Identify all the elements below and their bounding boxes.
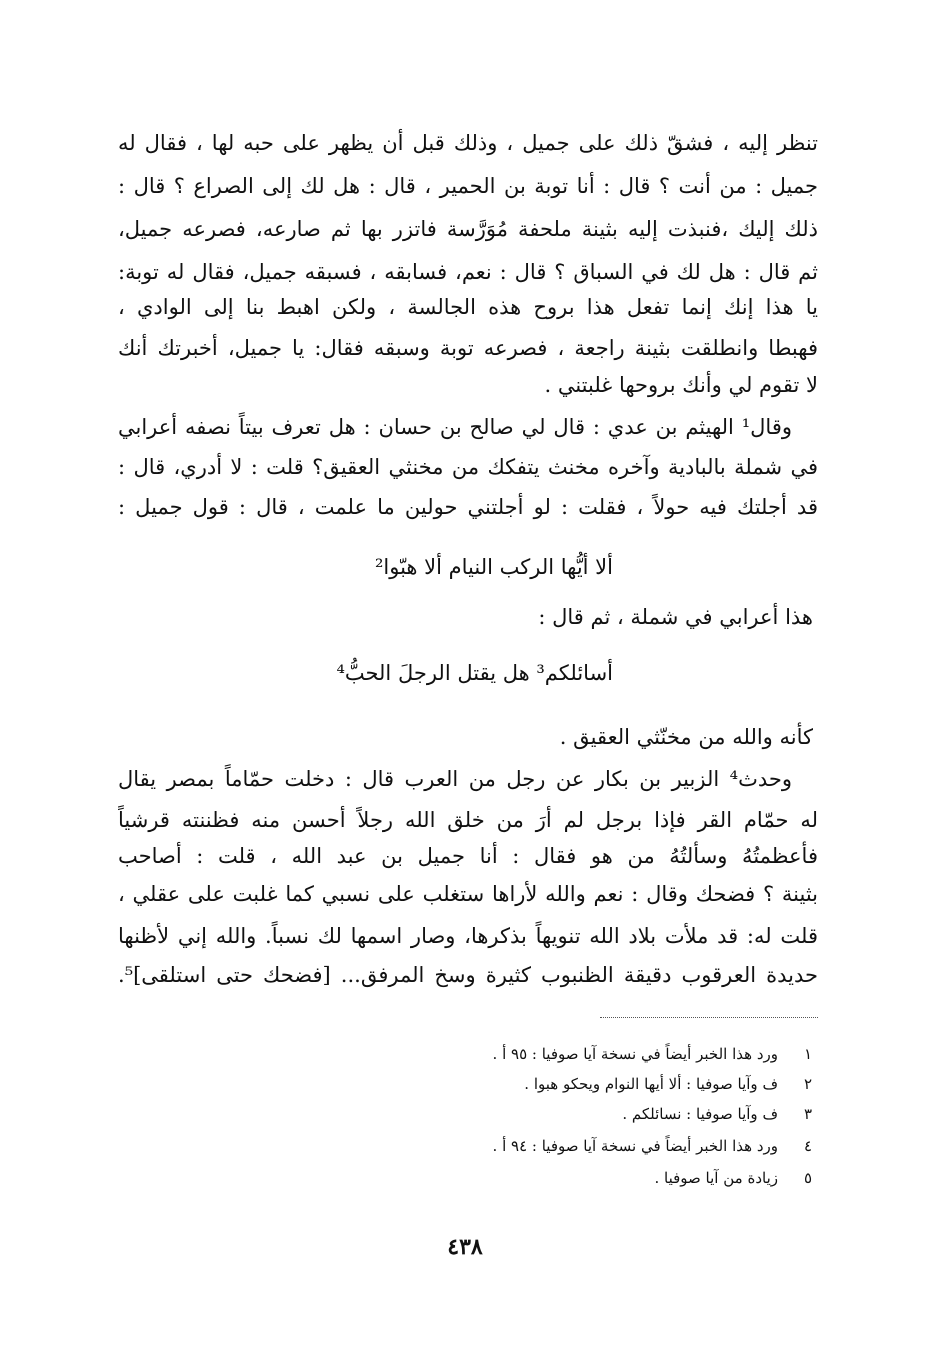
- body-line: قلت له: قد ملأت بلاد الله تنويهاً بذكرها، وصار اسمها لك نسباً. والله إني لأظنها: [118, 924, 818, 948]
- footnote: [300, 1042, 812, 1066]
- body-line: لا تقوم لي وأنك بروحها غلبتني .: [544, 373, 818, 397]
- footnote-text: ف وآيا صوفيا : ألا أيها النوام ويحكو هبوا .: [524, 1075, 778, 1093]
- body-line: حديدة العرقوب دقيقة الظنبوب كثيرة وسخ المرفق... [فضحك حتى استلقى]⁵.: [118, 963, 818, 987]
- body-line: يا هذا إنك إنما تفعل هذا بروح هذه الجالسة ، ولكن اهبط بنا إلى الوادي ،: [118, 295, 818, 319]
- body-line: وقال¹ الهيثم بن عدي : قال لي صالح بن حسان : هل تعرف بيتاً نصفه أعرابي: [118, 415, 792, 439]
- body-line: تنظر إليه ، فشقّ ذلك على جميل ، وذلك قبل أن يظهر على حبه لها ، فقال له: [118, 131, 818, 155]
- interlude-line: هذا أعرابي في شملة ، ثم قال :: [538, 605, 813, 629]
- verse-line: ألا أيُّها الركب النيام ألا هبّوا²: [374, 555, 613, 579]
- page-number: ٤٣٨: [447, 1234, 483, 1260]
- conclusion-line: كأنه والله من مخنّثي العقيق .: [559, 725, 813, 749]
- body-line: قد أجلتك فيه حولاً ، فقلت : لو أجلتني حولين ما علمت ، قال : قول جميل :: [118, 495, 818, 519]
- body-line: ذلك إليك ،فنبذت إليه بثينة ملحفة مُوَرَّسة فاتزر بها ثم صارعه، فصرعه جميل،: [118, 217, 818, 241]
- footnote: [300, 1166, 812, 1190]
- body-line: له حمّام القر فإذا برجل لم أرَ من خلق الله رجلاً أحسن منه فظننته قرشياً: [118, 808, 818, 832]
- footnote-number: ٥: [803, 1169, 812, 1187]
- footnote-text: ورد هذا الخبر أيضاً في نسخة آيا صوفيا : ٩٥ أ .: [492, 1045, 778, 1063]
- footnote-number: ٣: [803, 1105, 812, 1123]
- footnote-divider: [600, 1017, 818, 1018]
- body-line: ثم قال : هل لك في السباق ؟ قال : نعم، فسابقه ، فسبقه جميل، فقال له توبة:: [118, 260, 818, 284]
- footnote: [300, 1134, 812, 1158]
- verse-line: أسائلكم³ هل يقتل الرجلَ الحبُّ⁴: [336, 661, 613, 685]
- footnote: [300, 1072, 812, 1096]
- body-line: وحدث⁴ الزبير بن بكار عن رجل من العرب قال : دخلت حمّاماً بمصر يقال: [118, 767, 792, 791]
- footnote-text: ورد هذا الخبر أيضاً في نسخة آيا صوفيا : ٩٤ أ .: [492, 1137, 778, 1155]
- footnote-text: ف وآيا صوفيا : نسائلكم .: [622, 1105, 778, 1123]
- body-line: جميل : من أنت ؟ قال : أنا توبة بن الحمير ، قال : هل لك إلى الصراع ؟ قال :: [118, 174, 818, 198]
- footnote-text: زيادة من آيا صوفيا .: [654, 1169, 778, 1187]
- footnote-number: ٤: [803, 1137, 812, 1155]
- body-line: بثينة ؟ فضحك وقال : نعم والله لأراها ستغلب على نسبي كما غلبت على عقلي ،: [118, 882, 818, 906]
- footnote-number: ١: [803, 1045, 812, 1063]
- body-line: في شملة بالبادية وآخره مخنث يتفكك من مخنثي العقيق؟ قلت : لا أدري، قال :: [118, 455, 818, 479]
- body-line: فهبطا وانطلقت بثينة راجعة ، فصرعه توبة وسبقه فقال: يا جميل، أخبرتك أنك: [118, 336, 818, 360]
- footnote-number: ٢: [803, 1075, 812, 1093]
- footnote: [300, 1102, 812, 1126]
- body-line: فأعظمتُهُ وسألتُهُ من هو فقال : أنا جميل بن عبد الله ، قلت : أصاحب: [118, 844, 818, 868]
